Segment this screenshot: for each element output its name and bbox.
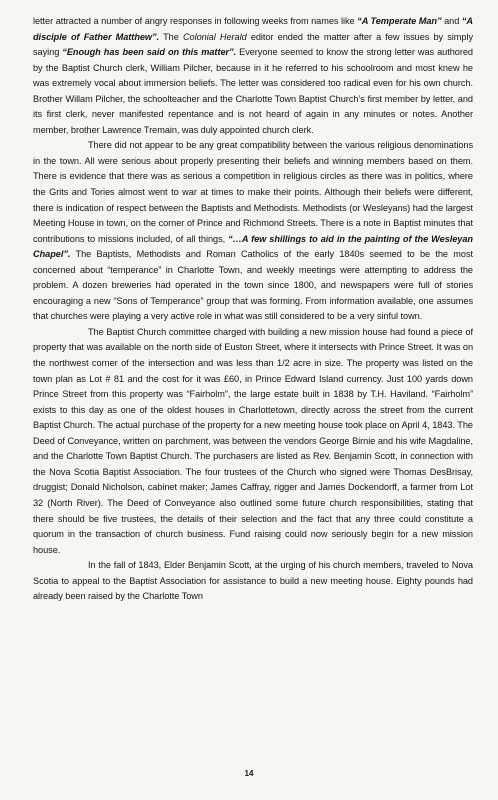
paragraph: [33, 138, 473, 325]
text-run: The Baptist Church committee charged with building a new mission house had found a piece of property that was available on the north side of Euston Street, where it intersects with Prince Street. It was on the northwest corner of the intersection and was less than 1/2 acre in size. The property was listed on the town plan as Lot # 81 and the cost for it was £60, in Prince Edward Island currency. Just 100 yards down Prince Street from this property was “Fairholm”, the large estate built in 1838 by T.H. Haviland. “Fairholm” exists to this day as one of the oldest houses in Charlottetown, directly across the street from the current Baptist Church. The actual purchase of the property for a new meeting house took place on April 4, 1843. The Deed of Conveyance, written on parchment, was between the vendors George Birnie and his wife Magdaline, and the Charlotte Town Baptist Church. The purchasers are listed as Rev. Benjamin Scott, in connection with the Nova Scotia Baptist Association. The four trustees of the Church who signed were Thomas DesBrisay, druggist; Donald Nicholson, cabinet maker; James Caffray, rigger and James Dockendorff, a farmer from Lot 32 (North River). The Deed of Conveyance also outlined some future church responsibilities, stating that there should be five trustees, the details of their selection and the fact that any three could constitute a quorum in the transaction of church business. Fund raising could now seriously begin for a new mission house.: [33, 326, 473, 555]
text-run: editor ended the matter after a few issues by simply saying: [33, 31, 473, 58]
paragraph: [33, 558, 473, 605]
body-text: [33, 14, 473, 605]
text-run: There did not appear to be any great compatibility between the various religious denominations in the town. All were serious about properly presenting their beliefs and winning members based on them. There is evidence that there was as serious a competition in religious circles as there was in politics, where the Grits and Tories almost went to war at times to make their points. Although their beliefs were different, there is indication of respect between the Baptists and Methodists. Methodists (or Wesleyans) had the largest Meeting House in town, on the corner of Prince and Richmond Streets. There is a note in Baptist minutes that contributions to missions included, of all things,: [33, 140, 473, 244]
page-number: 14: [244, 769, 254, 778]
paragraph: [33, 14, 473, 138]
emphasized-text: Colonial Herald: [182, 31, 247, 42]
emphasized-text: “…A few shillings to aid in the painting of the Wesleyan Chapel”.: [33, 233, 473, 260]
text-run: The Baptists, Methodists and Roman Catholics of the early 1840s seemed to be the most concerned about “temperance” in Charlotte Town, and weekly meetings were attempting to address the problem. A dozen breweries had operated in the town since 1800, and newspapers were full of stories encouraging a new “Sons of Temperance” group that was forming. From information available, one assumes that churches were playing a very active role in what was still considered to be a very sinful town.: [33, 249, 473, 322]
emphasized-text: “Enough has been said on this matter”.: [62, 47, 237, 58]
emphasized-text: “A disciple of Father Matthew”.: [33, 16, 473, 42]
paragraph: [33, 325, 473, 558]
text-run: In the fall of 1843, Elder Benjamin Scott, at the urging of his church members, traveled to Nova Scotia to appeal to the Baptist Association for assistance to build a new meeting house. Eighty pounds had already been raised by the Charlotte Town: [33, 560, 473, 602]
text-run: and: [441, 16, 462, 26]
text-run: Everyone seemed to know the strong letter was authored by the Baptist Church clerk, William Pilcher, because in it he referred to his schoolroom and most knew he was extremely vocal about immersion beliefs. The letter was considered too radical even for his own church. Brother Willam Pilcher, the schoolteacher and the Charlotte Town Baptist Church’s first member by letter, and its first clerk, never manifested repentance and is not heard of again in any minutes or notes. Another member, brother Lawrence Tremain, was duly appointed church clerk.: [33, 47, 473, 135]
emphasized-text: “A Temperate Man”: [357, 16, 442, 26]
text-run: The: [159, 31, 183, 42]
text-run: letter attracted a number of angry responses in following weeks from names like: [33, 16, 358, 26]
